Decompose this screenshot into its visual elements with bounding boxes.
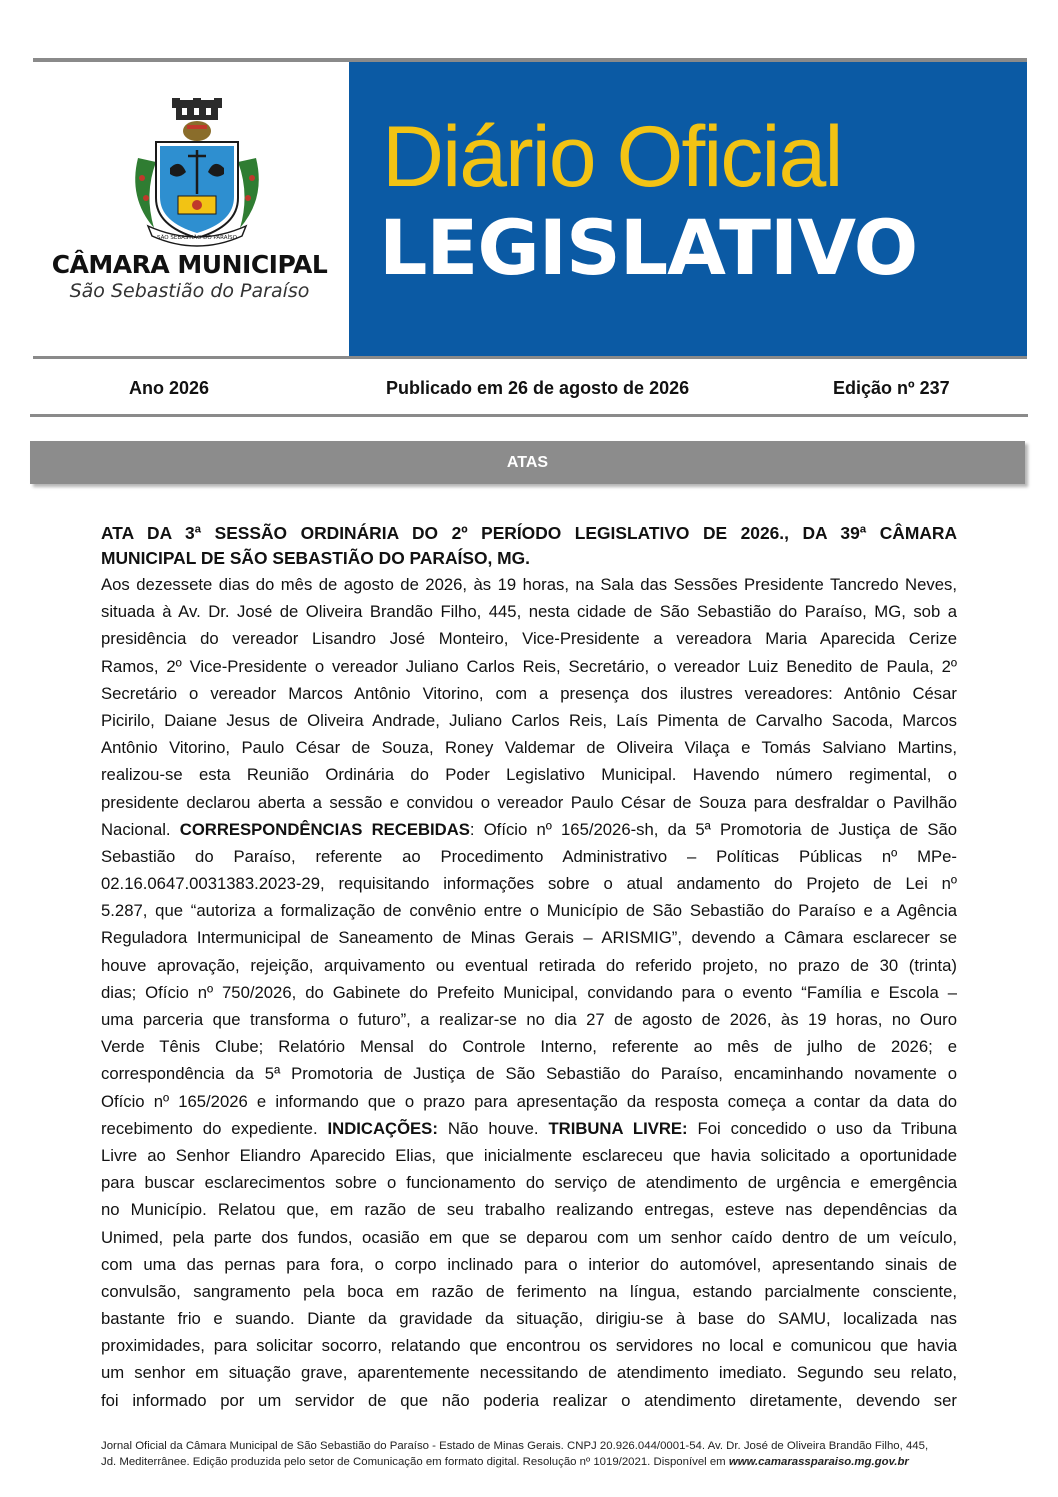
body-line: convulsão, sangramento pela boca em razão de ferimento na língua, estando parcialmente consciente, (101, 1281, 957, 1301)
body-line: bastante frio e suando. Diante da gravidade da situação, dirigiu-se à base do SAMU, localizada nas (101, 1309, 957, 1329)
body-line: uma parceria que transforma o futuro”, a realizar-se no dia 27 de agosto de 2026, às 19 horas, no Ouro (101, 1010, 957, 1029)
body-line: realizou-se esta Reunião Ordinária do Poder Legislativo Municipal. Havendo número regimental, o (101, 765, 957, 785)
body-line: proximidades, para solicitar socorro, relatando que encontrou os servidores no local e comunicou que havia (101, 1336, 957, 1356)
footer-line: Jornal Oficial da Câmara Municipal de São Sebastião do Paraíso - Estado de Minas Gerais. CNPJ 20.926.044/0001-54. Av. Dr. José de Oliveira Brandão Filho, 445, (101, 1440, 929, 1452)
edition-info (33, 378, 1027, 406)
edition-divider (30, 414, 1028, 417)
body-line: Livre ao Senhor Eliandro Aparecido Elias, que inicialmente esclareceu que havia solicitado a oportunidade (101, 1145, 957, 1165)
body-line: no Município. Relatou que, em razão de seu trabalho realizando entregas, esteve nas dependências da (101, 1200, 957, 1220)
body-line: 5.287, que “autoriza a formalização de convênio entre o Município de São Sebastião do Paraíso e a Agência (101, 901, 957, 921)
body-line: houve aprovação, rejeição, arquivamento ou eventual retirada do referido projeto, no prazo de 30 (trinta) (101, 955, 957, 975)
body-line (101, 816, 957, 843)
svg-text:SÃO SEBASTIÃO DO PARAÍSO: SÃO SEBASTIÃO DO PARAÍSO (157, 235, 237, 241)
body-text: Não houve. (447, 1118, 539, 1138)
body-text: recebimento do expediente. (101, 1118, 318, 1138)
publication-date: Publicado em 26 de agosto de 2026 (386, 378, 690, 398)
footer-line-2 (101, 1455, 1011, 1471)
body-line: Ramos, 2º Vice-Presidente o vereador Juliano Carlos Reis, Secretário, o vereador Luiz Benedito de Paula, 2º (101, 656, 957, 676)
body-line: Secretário o vereador Marcos Antônio Vitorino, com a presença dos ilustres vereadores: Antônio César (101, 683, 957, 703)
indicacoes-heading: INDICAÇÕES: (327, 1118, 438, 1138)
body-text: Foi concedido o uso da Tribuna (697, 1118, 957, 1138)
footer-text: Jd. Mediterrânee. Edição produzida pelo setor de Comunicação em formato digital. Resolução nº 1019/2021. Disponível em (101, 1455, 726, 1468)
body-line: correspondência da 5ª Promotoria de Justiça de São Sebastião do Paraíso, encaminhando novamente o (101, 1064, 957, 1084)
body-line: Ofício nº 165/2026 e informando que o prazo para apresentação da resposta começa a contar da data do (101, 1091, 957, 1111)
body-text: : Ofício nº 165/2026-sh, da 5ª Promotoria de Justiça de São (469, 819, 957, 839)
body-line: Aos dezessete dias do mês de agosto de 2026, às 19 horas, na Sala das Sessões Presidente Tancredo Neves, (101, 575, 957, 594)
correspondencias-heading: CORRESPONDÊNCIAS RECEBIDAS (179, 819, 470, 839)
camara-logo (33, 62, 346, 356)
section-header (30, 441, 1025, 484)
edition-year: Ano 2026 (129, 378, 210, 398)
body-line: dias; Ofício nº 750/2026, do Gabinete do Prefeito Municipal, convidando para o evento “Família e Escola – (101, 982, 957, 1002)
section-label: ATAS (506, 454, 549, 471)
body-line: situada à Av. Dr. José de Oliveira Brandão Filho, 445, nesta cidade de São Sebastião do Paraíso, MG, sob a (101, 602, 957, 622)
masthead-title: Diário Oficial (382, 109, 842, 205)
body-line: com uma das pernas para fora, o corpo inclinado para o interior do automóvel, apresentando sinais de (101, 1254, 957, 1274)
document-title-line: MUNICIPAL DE SÃO SEBASTIÃO DO PARAÍSO, MG. (101, 548, 530, 568)
footer-website-link[interactable]: www.camarassparaiso.mg.gov.br (728, 1455, 909, 1468)
document-body (101, 571, 957, 1414)
camara-city: São Sebastião do Paraíso (69, 280, 310, 302)
body-line: Sebastião do Paraíso, referente ao Procedimento Administrativo – Políticas Públicas nº MPe- (101, 846, 957, 866)
body-line: Reguladora Intermunicipal de Saneamento de Minas Gerais – ARISMIG”, devendo a Câmara esclarecer se (101, 928, 957, 948)
camara-name: CÂMARA MUNICIPAL (51, 250, 328, 279)
body-line: 02.16.0647.0031383.2023-29, requisitando informações sobre o atual andamento do Projeto de Lei nº (101, 874, 957, 894)
body-text: Nacional. (101, 819, 171, 839)
header-divider (33, 356, 1027, 359)
coat-of-arms-icon (126, 98, 268, 248)
page-footer (101, 1439, 1011, 1470)
body-line: presidente declarou aberta a sessão e convidou o vereador Paulo César de Souza para desfraldar o Pavilhão (101, 792, 957, 812)
body-line: Antônio Vitorino, Paulo César de Souza, Roney Valdemar de Oliveira Vilaça e Tomás Salviano Martins, (101, 738, 957, 758)
body-line: foi informado por um servidor de que não poderia realizar o atendimento diretamente, devendo ser (101, 1390, 957, 1410)
body-line: Picirilo, Daiane Jesus de Oliveira Andrade, Juliano Carlos Reis, Laís Pimenta de Carvalho Sacoda, Marcos (101, 710, 957, 730)
body-line: um senhor em situação grave, aparentemente necessitando de atendimento imediato. Segundo seu relato, (101, 1363, 957, 1383)
body-line: Verde Tênis Clube; Relatório Mensal do Controle Interno, referente ao mês de julho de 2026; e (101, 1037, 957, 1057)
document-title (101, 521, 957, 571)
masthead-subtitle: LEGISLATIVO (379, 203, 918, 292)
body-line (101, 1115, 957, 1142)
document-title-line: ATA DA 3ª SESSÃO ORDINÁRIA DO 2º PERÍODO LEGISLATIVO DE 2026., DA 39ª CÂMARA (101, 523, 957, 543)
body-line: para buscar esclarecimentos sobre o funcionamento do serviço de atendimento de urgência e emergência (101, 1173, 957, 1193)
body-line: presidência do vereador Lisandro José Monteiro, Vice-Presidente a vereadora Maria Aparecida Cerize (101, 629, 957, 649)
tribuna-livre-heading: TRIBUNA LIVRE: (548, 1118, 688, 1138)
body-line: Unimed, pela parte dos fundos, ocasião em que se deparou com um senhor caído dentro de um veículo, (101, 1227, 957, 1247)
masthead-banner (349, 62, 1027, 356)
edition-number: Edição nº 237 (833, 378, 950, 398)
